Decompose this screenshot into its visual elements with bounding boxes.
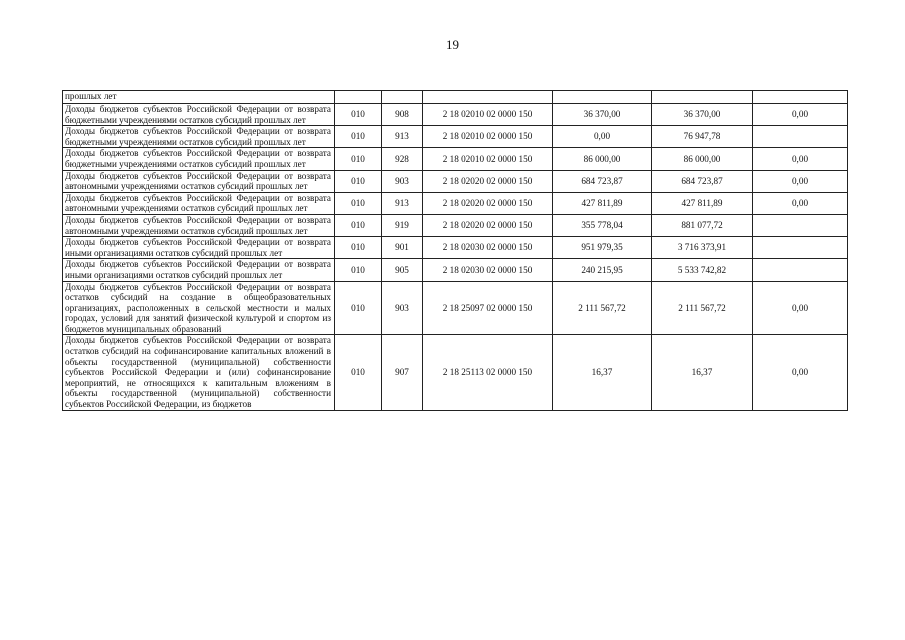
row-amount3: 0,00: [753, 170, 848, 192]
row-amount1: 355 778,04: [553, 214, 652, 236]
row-amount1: 36 370,00: [553, 104, 652, 126]
row-amount2: 16,37: [652, 335, 753, 410]
row-amount3: [753, 259, 848, 281]
row-description: Доходы бюджетов субъектов Российской Федерации от возврата автономными учреждениями остатков субсидий прошлых лет: [63, 214, 335, 236]
row-amount2: 86 000,00: [652, 148, 753, 170]
row-amount2: 2 111 567,72: [652, 281, 753, 335]
row-col2: 010: [335, 281, 382, 335]
row-description: Доходы бюджетов субъектов Российской Федерации от возврата остатков субсидий на создание в общеобразовательных организациях, расположенных в сельской местности и малых городах, условий для занятий физической культурой и спортом из бюджетов муниципальных образований: [63, 281, 335, 335]
row-col2: 010: [335, 192, 382, 214]
row-col3: 907: [382, 335, 423, 410]
row-code: 2 18 02030 02 0000 150: [423, 237, 553, 259]
row-col3: 913: [382, 126, 423, 148]
row-col3: 903: [382, 281, 423, 335]
row-col2: 010: [335, 237, 382, 259]
table-row: [63, 237, 848, 259]
row-col3: 901: [382, 237, 423, 259]
row-amount2: 76 947,78: [652, 126, 753, 148]
row-code: 2 18 02010 02 0000 150: [423, 104, 553, 126]
table-row: [63, 170, 848, 192]
row-col2: 010: [335, 259, 382, 281]
row-amount2: 36 370,00: [652, 104, 753, 126]
row-amount3: 0,00: [753, 335, 848, 410]
row-col3: 913: [382, 192, 423, 214]
row-amount1: 86 000,00: [553, 148, 652, 170]
row-amount3: 0,00: [753, 148, 848, 170]
row-amount3: [753, 126, 848, 148]
row-description: Доходы бюджетов субъектов Российской Федерации от возврата иными организациями остатков субсидий прошлых лет: [63, 237, 335, 259]
row-amount2: 3 716 373,91: [652, 237, 753, 259]
row-amount1: 951 979,35: [553, 237, 652, 259]
row-amount3: 0,00: [753, 192, 848, 214]
table-row: [63, 259, 848, 281]
row-amount3: 0,00: [753, 281, 848, 335]
continued-row: [63, 91, 848, 104]
row-amount1: 0,00: [553, 126, 652, 148]
row-amount1: 684 723,87: [553, 170, 652, 192]
row-col3: 903: [382, 170, 423, 192]
row-amount2: 427 811,89: [652, 192, 753, 214]
table-row: [63, 335, 848, 410]
row-description: Доходы бюджетов субъектов Российской Федерации от возврата остатков субсидий на софинансирование капитальных вложений в объекты государственной (муниципальной) собственности субъектов Российской Федерации и (или) софинансирование мероприятий, не относящихся к капитальным вложениям в объекты государственной (муниципальной) собственности субъектов Российской Федерации, из бюджетов: [63, 335, 335, 410]
row-amount1: 427 811,89: [553, 192, 652, 214]
row-code: 2 18 25113 02 0000 150: [423, 335, 553, 410]
row-description: Доходы бюджетов субъектов Российской Федерации от возврата иными организациями остатков субсидий прошлых лет: [63, 259, 335, 281]
row-description: Доходы бюджетов субъектов Российской Федерации от возврата автономными учреждениями остатков субсидий прошлых лет: [63, 170, 335, 192]
row-code: 2 18 02030 02 0000 150: [423, 259, 553, 281]
page-number: 19: [446, 37, 459, 52]
row-description: Доходы бюджетов субъектов Российской Федерации от возврата автономными учреждениями остатков субсидий прошлых лет: [63, 192, 335, 214]
row-amount1: 240 215,95: [553, 259, 652, 281]
table-row: [63, 192, 848, 214]
row-amount3: 0,00: [753, 104, 848, 126]
row-amount1: 16,37: [553, 335, 652, 410]
row-col2: 010: [335, 335, 382, 410]
row-description: Доходы бюджетов субъектов Российской Федерации от возврата бюджетными учреждениями остатков субсидий прошлых лет: [63, 104, 335, 126]
row-col2: 010: [335, 104, 382, 126]
row-code: 2 18 02020 02 0000 150: [423, 192, 553, 214]
row-description: Доходы бюджетов субъектов Российской Федерации от возврата бюджетными учреждениями остатков субсидий прошлых лет: [63, 148, 335, 170]
row-code: 2 18 02010 02 0000 150: [423, 126, 553, 148]
row-col3: 919: [382, 214, 423, 236]
row-amount3: [753, 237, 848, 259]
row-amount2: 684 723,87: [652, 170, 753, 192]
row-code: 2 18 02020 02 0000 150: [423, 170, 553, 192]
row-col3: 908: [382, 104, 423, 126]
row-amount1: 2 111 567,72: [553, 281, 652, 335]
row-col2: 010: [335, 148, 382, 170]
row-amount3: [753, 214, 848, 236]
table-row: [63, 104, 848, 126]
row-col2: 010: [335, 214, 382, 236]
row-col3: 928: [382, 148, 423, 170]
row-code: 2 18 02010 02 0000 150: [423, 148, 553, 170]
row-amount2: 5 533 742,82: [652, 259, 753, 281]
table-row: [63, 126, 848, 148]
row-amount2: 881 077,72: [652, 214, 753, 236]
table-row: [63, 281, 848, 335]
revenue-table: [62, 90, 848, 411]
row-code: 2 18 02020 02 0000 150: [423, 214, 553, 236]
continued-text: прошлых лет: [63, 91, 335, 104]
table-row: [63, 148, 848, 170]
row-code: 2 18 25097 02 0000 150: [423, 281, 553, 335]
row-col2: 010: [335, 126, 382, 148]
table-row: [63, 214, 848, 236]
row-col2: 010: [335, 170, 382, 192]
row-col3: 905: [382, 259, 423, 281]
row-description: Доходы бюджетов субъектов Российской Федерации от возврата бюджетными учреждениями остатков субсидий прошлых лет: [63, 126, 335, 148]
